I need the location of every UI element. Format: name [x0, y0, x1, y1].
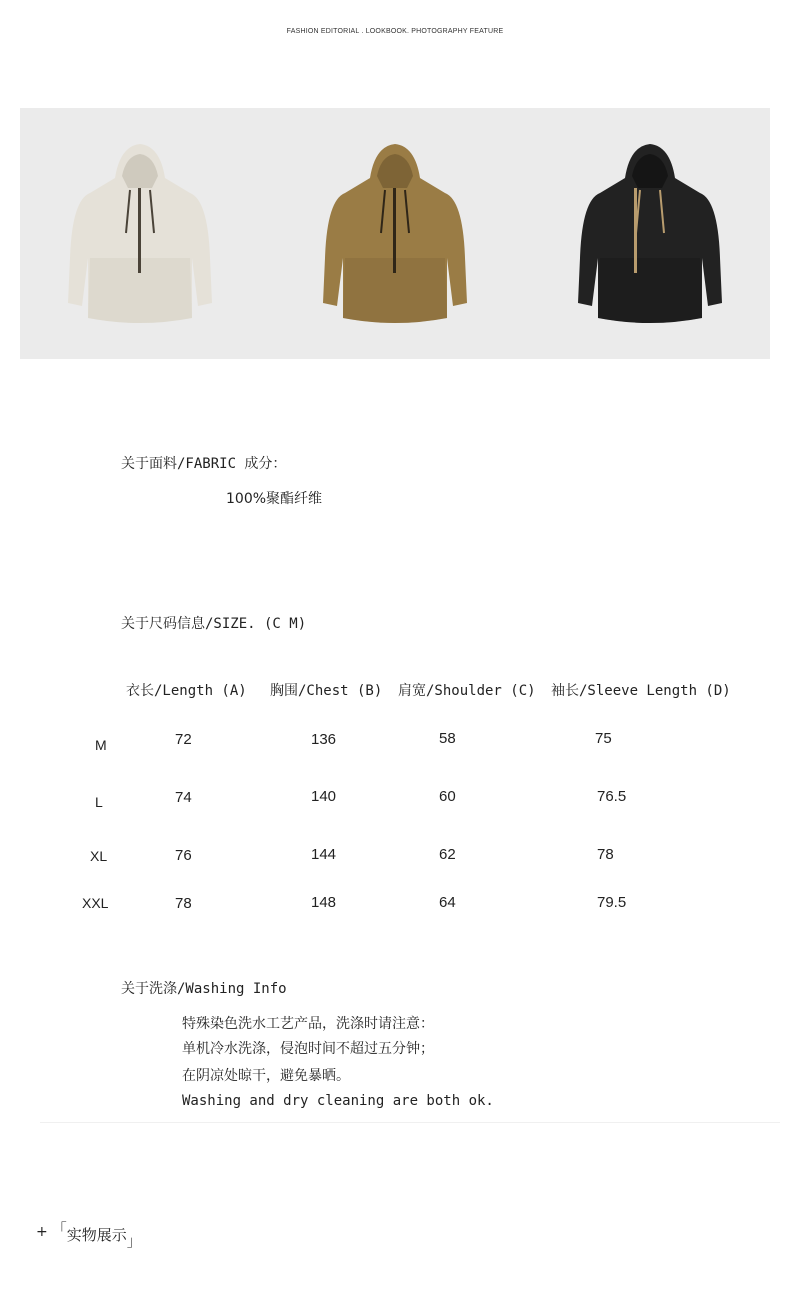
bracket-close: 」	[126, 1232, 142, 1250]
jacket-image-khaki	[315, 138, 475, 333]
size-cell-xl-chest: 144	[311, 846, 337, 863]
header-tagline: FASHION EDITORIAL . LOOKBOOK. PHOTOGRAPHY FEATURE	[286, 28, 504, 35]
size-heading: 关于尺码信息/SIZE. (C M)	[121, 616, 307, 632]
column-header-sleeve: 袖长/Sleeve Length (D)	[551, 683, 731, 699]
size-cell-l-chest: 140	[311, 788, 337, 805]
size-cell-m-length: 72	[175, 731, 192, 748]
washing-instruction-3: 在阴凉处晾干，避免暴晒。	[182, 1068, 350, 1084]
size-cell-m-chest: 136	[311, 731, 337, 748]
size-cell-m-sleeve: 75	[595, 730, 612, 747]
size-cell-l-length: 74	[175, 789, 192, 806]
jacket-cream-illustration	[60, 138, 220, 333]
size-cell-xxl-shoulder: 64	[439, 894, 456, 911]
size-cell-xxl-chest: 148	[311, 894, 337, 911]
section-title-text: 实物展示	[66, 1226, 127, 1244]
section-title-real-photos	[36, 1218, 142, 1251]
jacket-image-cream	[60, 138, 220, 333]
size-cell-xxl-length: 78	[175, 895, 192, 912]
jacket-khaki-illustration	[315, 138, 475, 333]
column-header-chest: 胸围/Chest (B)	[270, 683, 383, 699]
size-cell-xl-shoulder: 62	[439, 846, 456, 863]
size-cell-m-shoulder: 58	[439, 730, 456, 747]
fabric-composition: 100%聚酯纤维	[226, 491, 323, 507]
size-label-m: M	[95, 737, 107, 753]
plus-icon: +	[36, 1224, 48, 1240]
size-cell-xl-sleeve: 78	[597, 846, 614, 863]
size-label-xxl: XXL	[82, 895, 109, 911]
bracket-open: 「	[51, 1220, 67, 1238]
jacket-black-illustration	[570, 138, 730, 333]
washing-instruction-2: 单机冷水洗涤，侵泡时间不超过五分钟；	[182, 1041, 434, 1057]
washing-instruction-1: 特殊染色洗水工艺产品，洗涤时请注意：	[182, 1016, 434, 1032]
size-cell-l-sleeve: 76.5	[597, 788, 627, 805]
washing-heading: 关于洗涤/Washing Info	[121, 981, 287, 997]
size-cell-l-shoulder: 60	[439, 788, 456, 805]
section-divider	[40, 1122, 780, 1123]
product-banner	[20, 108, 770, 359]
column-header-length: 衣长/Length (A)	[126, 683, 247, 699]
jacket-image-black	[570, 138, 730, 333]
size-cell-xl-length: 76	[175, 847, 192, 864]
size-label-xl: XL	[90, 848, 108, 864]
size-label-l: L	[95, 794, 103, 810]
column-header-shoulder: 肩宽/Shoulder (C)	[398, 683, 536, 699]
size-cell-xxl-sleeve: 79.5	[597, 894, 627, 911]
washing-instruction-4: Washing and dry cleaning are both ok.	[182, 1093, 494, 1109]
fabric-heading: 关于面料/FABRIC 成分：	[121, 456, 287, 472]
